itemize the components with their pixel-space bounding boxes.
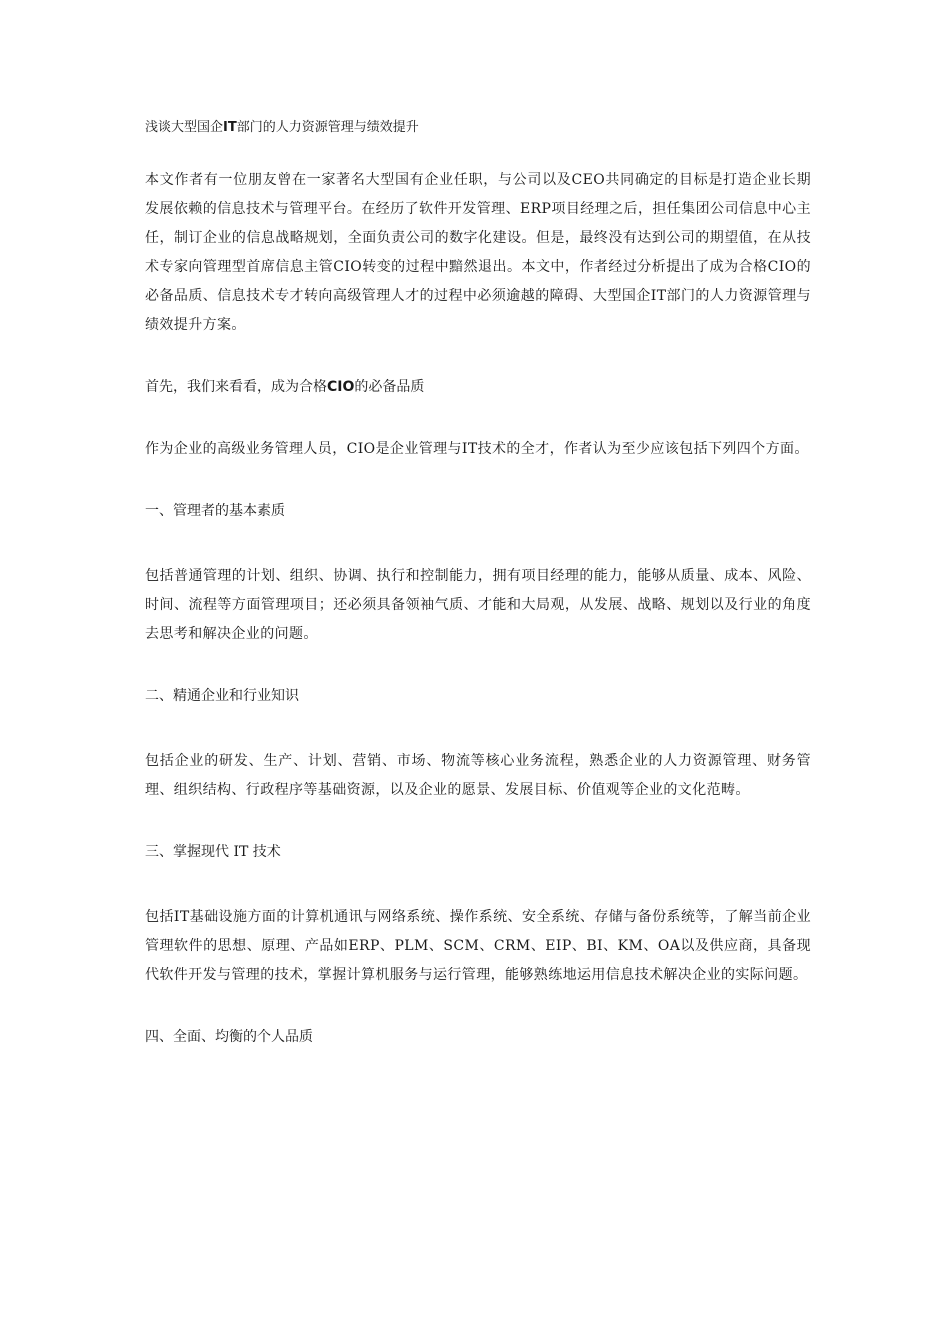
item-heading-1: 一、管理者的基本素质 <box>145 503 285 519</box>
item-body-2: 包括企业的研发、生产、计划、营销、市场、物流等核心业务流程，熟悉企业的人力资源管理、财务管理、组织结构、行政程序等基础资源，以及企业的愿景、发展目标、价值观等企业的文化范畴。 <box>145 753 811 798</box>
section-intro-paragraph: 作为企业的高级业务管理人员，CIO是企业管理与IT技术的全才，作者认为至少应该包括下列四个方面。 <box>145 441 809 457</box>
item-body-3: 包括IT基础设施方面的计算机通讯与网络系统、操作系统、安全系统、存储与备份系统等，了解当前企业管理软件的思想、原理、产品如ERP、PLM、SCM、CRM、EIP、BI、KM、OA以及供应商，具备现代软件开发与管理的技术，掌握计算机服务与运行管理，能够熟练地运用信息技术解决企业的实际问题。 <box>145 909 811 983</box>
section-heading <box>145 373 811 402</box>
item-heading-2: 二、精通企业和行业知识 <box>145 688 299 704</box>
document-page <box>145 118 811 1052</box>
document-title <box>145 118 811 138</box>
item-body-1: 包括普通管理的计划、组织、协调、执行和控制能力，拥有项目经理的能力，能够从质量、成本、风险、时间、流程等方面管理项目；还必须具备领袖气质、才能和大局观，从发展、战略、规划以及行业的角度去思考和解决企业的问题。 <box>145 568 811 642</box>
item-heading-3: 三、掌握现代 IT 技术 <box>145 844 281 860</box>
section-heading-prefix: 首先，我们来看看，成为合格 <box>145 379 327 395</box>
section-heading-bold: CIO <box>327 379 355 395</box>
title-prefix: 浅谈大型国企 <box>145 120 224 135</box>
title-suffix: 部门的人力资源管理与绩效提升 <box>236 120 419 135</box>
item-heading-4: 四、全面、均衡的个人品质 <box>145 1029 313 1045</box>
title-bold: IT <box>223 120 237 135</box>
intro-paragraph: 本文作者有一位朋友曾在一家著名大型国有企业任职，与公司以及CEO共同确定的目标是打造企业长期发展依赖的信息技术与管理平台。在经历了软件开发管理、ERP项目经理之后，担任集团公司信息中心主任，制订企业的信息战略规划，全面负责公司的数字化建设。但是，最终没有达到公司的期望值，在从技术专家向管理型首席信息主管CIO转变的过程中黯然退出。本文中，作者经过分析提出了成为合格CIO的必备品质、信息技术专才转向高级管理人才的过程中必须逾越的障碍、大型国企IT部门的人力资源管理与绩效提升方案。 <box>145 172 811 333</box>
section-heading-suffix: 的必备品质 <box>354 379 425 395</box>
